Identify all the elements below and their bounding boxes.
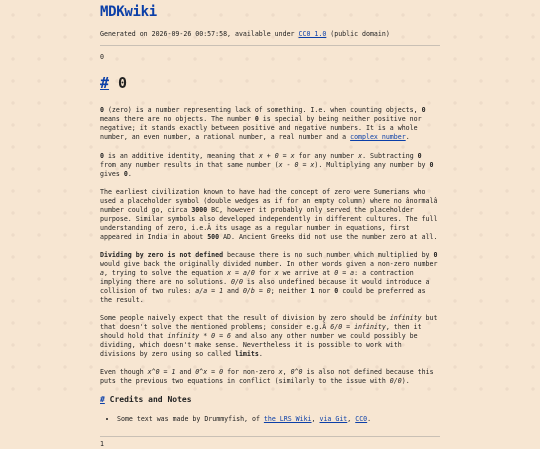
paragraph-definition <box>100 106 440 142</box>
text: Some people naively expect that the result of division by zero should be <box>100 314 390 322</box>
math: 0/0 <box>231 278 243 286</box>
math: infinity <box>389 314 422 322</box>
page <box>0 4 540 449</box>
list-item <box>117 415 440 424</box>
text: and <box>223 287 243 295</box>
text: would give back the originally divided number. In other words given a non-zero number <box>100 260 438 268</box>
credits-list <box>100 415 440 424</box>
text: . <box>258 350 263 358</box>
text: we arrive at <box>278 269 335 277</box>
header-divider <box>100 45 440 46</box>
math: 0^x = 0 <box>195 368 224 376</box>
math: x <box>274 269 279 277</box>
site-title[interactable]: MDKwiki <box>100 4 157 20</box>
text: gives <box>100 170 124 178</box>
text: is special by being neither positive nor negative; it stands exactly between positive and negative numbers. It is a whole number, an even number, a rational number, a real number and a <box>100 115 422 141</box>
text: is also undefined because it would introduce a collision of two rules: <box>100 278 430 295</box>
paragraph-additive-identity <box>100 152 440 179</box>
paragraph-infinity <box>100 314 440 359</box>
text: because there is no such number which multiplied by <box>223 251 434 259</box>
math: a/a = 1 <box>195 287 224 295</box>
breadcrumb: 0 <box>100 53 104 61</box>
bold-zero: 0 <box>254 115 259 123</box>
credits-heading <box>100 395 440 405</box>
math: 0/0 <box>389 377 402 385</box>
number: 500 <box>207 233 220 241</box>
text: Some text was made by Drummyfish, of <box>117 415 264 423</box>
bold-zero: 0 <box>123 170 128 178</box>
text: from any number results in that same number ( <box>100 161 279 169</box>
license-link[interactable]: CC0 1.0 <box>298 30 327 38</box>
math: x = a/0 <box>227 269 255 277</box>
text: . <box>405 133 410 141</box>
text: BC, however it probably only served the placeholder purpose. Similar symbols also developed independently in different cultures. The full understanding of zero, i.e.Â its usage as a regular number in equations, first appeared in India in about <box>100 206 438 241</box>
text: is also not defined because this puts the previous two equations in conflict (similarly to the issue with <box>100 368 434 385</box>
bold-zero: 0 <box>429 161 434 169</box>
text: ). <box>401 377 410 385</box>
text: nor <box>314 287 335 295</box>
math: x <box>358 152 363 160</box>
math: 0 = a <box>334 269 355 277</box>
math: a <box>100 269 104 277</box>
text: , <box>347 415 356 423</box>
text: for <box>254 269 275 277</box>
text: for any number <box>294 152 359 160</box>
bold-zero: 0 <box>421 106 426 114</box>
text: , trying to solve the equation <box>103 269 228 277</box>
credits-heading-text: Credits and Notes <box>104 395 192 404</box>
text: for non-zero <box>223 368 279 376</box>
paragraph-zero-power <box>100 368 440 386</box>
credits-anchor-link[interactable]: # <box>100 395 105 404</box>
math: 0^0 <box>290 368 303 376</box>
text: is an additive identity, meaning that <box>103 152 259 160</box>
math: 0/b = 0 <box>242 287 271 295</box>
title-text: 0 <box>109 74 128 92</box>
number: 1 <box>310 287 315 295</box>
text: but that doesn't solve the mentioned problems; consider e.g.Â <box>100 314 438 331</box>
text: could be preferred as the result. <box>100 287 426 304</box>
bold-zero: 0 <box>417 152 422 160</box>
text: and <box>175 368 196 376</box>
math: x <box>278 368 283 376</box>
complex-number-link[interactable]: complex number <box>350 133 406 141</box>
text: (zero) is a number representing lack of something. I.e. when counting objects, <box>103 106 422 114</box>
text: The earliest civilization known to have had the concept of zero were Sumerians who used a placeholder symbol (double wedges as if for an empty column) where no ânormalâ number could go, circa <box>100 188 438 214</box>
math: x - 0 = x <box>278 161 315 169</box>
text: . <box>127 170 132 178</box>
paragraph-history <box>100 188 440 242</box>
generated-line <box>100 30 440 39</box>
text: means there are no objects. The number <box>100 115 255 123</box>
text: : a contraction implying there are no solutions. <box>100 269 414 286</box>
footer-page-number: 1 <box>100 440 104 448</box>
text: and also any other number we could possibly be dividing, which doesn't make sense. Nevertheless it is possible to work with divisions by zero using so called <box>100 332 418 358</box>
bold-zero: 0 <box>334 287 339 295</box>
math: x + 0 = x <box>258 152 295 160</box>
paragraph-division-by-zero <box>100 251 440 305</box>
bold-zero: 0 <box>433 251 438 259</box>
text: , then it should hold that <box>100 323 422 340</box>
text: Even though <box>100 368 148 376</box>
bold-phrase: limits <box>234 350 259 358</box>
math: infinity * 0 = 6 <box>167 332 232 340</box>
text: ; neither <box>270 287 311 295</box>
text: AD. Ancient Greeks did not use the number zero at all. <box>219 233 438 241</box>
text: , <box>311 415 320 423</box>
via-git-link[interactable]: via Git <box>319 415 348 423</box>
math: x^0 = 1 <box>147 368 176 376</box>
generated-suffix: (public domain) <box>326 30 390 38</box>
bold-phrase: Dividing by zero is not defined <box>100 251 224 259</box>
number: 3000 <box>191 206 208 214</box>
lrs-wiki-link[interactable]: the LRS Wiki <box>263 415 312 423</box>
footer-divider <box>100 436 440 437</box>
text: ). Multiplying any number by <box>314 161 430 169</box>
text: . Subtracting <box>362 152 418 160</box>
cc0-link[interactable]: CC0 <box>355 415 368 423</box>
bold-zero: 0 <box>100 152 104 160</box>
bold-zero: 0 <box>100 106 104 114</box>
title-anchor-link[interactable]: # <box>100 74 110 92</box>
text: , <box>282 368 291 376</box>
generated-prefix: Generated on 2026-09-26 00:57:58, available under <box>100 30 299 38</box>
math: 6/0 = infinity <box>330 323 386 331</box>
page-title <box>100 75 440 92</box>
text: . <box>367 415 372 423</box>
